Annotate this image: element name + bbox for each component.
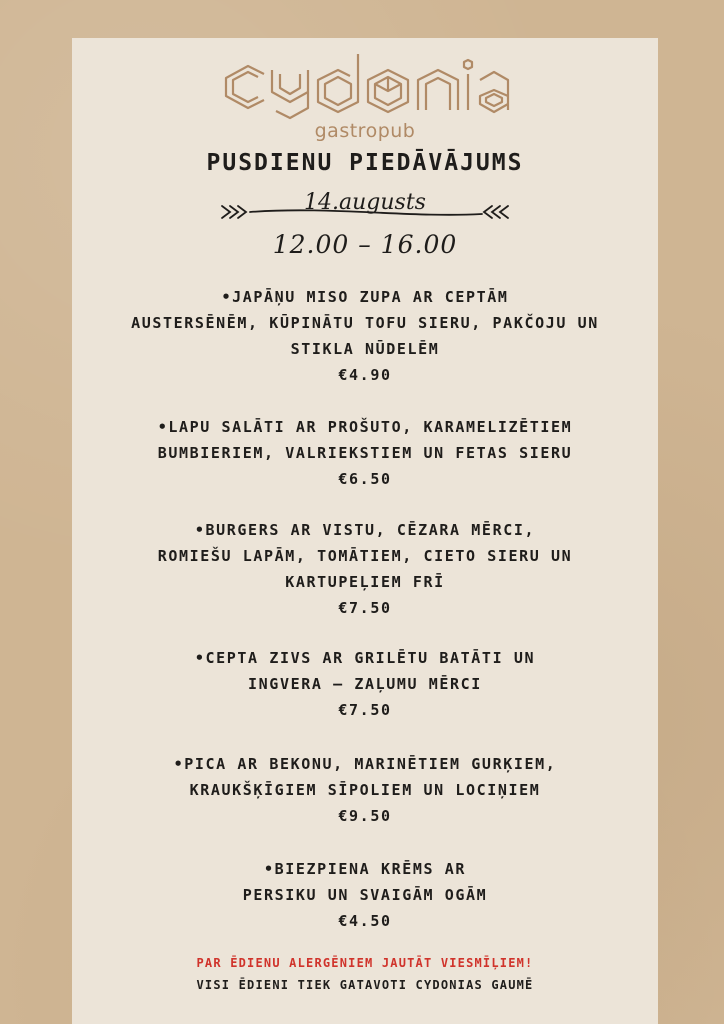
menu-item [72, 284, 658, 388]
menu-item-line: •PICA AR BEKONU, MARINĒTIEM GURĶIEM, [173, 755, 557, 773]
menu-item-line: PERSIKU UN SVAIGĀM OGĀM [242, 886, 488, 904]
menu-item-line: •BURGERS AR VISTU, CĒZARA MĒRCI, [194, 521, 536, 539]
menu-item-line: BUMBIERIEM, VALRIEKSTIEM UN FETAS SIERU [157, 444, 573, 462]
menu-item [72, 645, 658, 723]
page-title: PUSDIENU PIEDĀVĀJUMS [206, 150, 524, 176]
menu-item-price: €4.90 [338, 366, 392, 384]
menu-card [72, 38, 658, 1024]
menu-item-price: €4.50 [338, 912, 392, 930]
menu-item [72, 414, 658, 492]
logo [72, 46, 658, 146]
menu-item-line: •BIEZPIENA KRĒMS AR [264, 860, 466, 878]
menu-item-line: •JAPĀŅU MISO ZUPA AR CEPTĀM [221, 288, 509, 306]
menu-item-line: KARTUPEĻIEM FRĪ [285, 573, 445, 591]
menu-item-line: INGVERA – ZAĻUMU MĒRCI [248, 675, 482, 693]
menu-item-price: €7.50 [338, 701, 392, 719]
menu-item-line: AUSTERSĒNĒM, KŪPINĀTU TOFU SIERU, PAKČOJU UN [131, 314, 599, 332]
serving-hours: 12.00 – 16.00 [272, 230, 458, 259]
menu-date: 14.augusts [304, 190, 426, 215]
logo-subtitle: gastropub [314, 120, 416, 142]
cydonia-logo-mark [218, 46, 512, 124]
menu-item-line: ROMIEŠU LAPĀM, TOMĀTIEM, CIETO SIERU UN [157, 547, 573, 565]
menu-item [72, 856, 658, 934]
menu-item-line: STIKLA NŪDELĒM [290, 340, 440, 358]
menu-item-price: €6.50 [338, 470, 392, 488]
menu-item [72, 751, 658, 829]
menu-item-line: •LAPU SALĀTI AR PROŠUTO, KARAMELIZĒTIEM [157, 418, 573, 436]
allergen-notice: PAR ĒDIENU ALERGĒNIEM JAUTĀT VIESMĪĻIEM! [196, 956, 534, 970]
menu-item-price: €9.50 [338, 807, 392, 825]
kitchen-note: VISI ĒDIENI TIEK GATAVOTI CYDONIAS GAUMĒ [196, 978, 534, 992]
menu-item [72, 517, 658, 621]
menu-item-line: •CEPTA ZIVS AR GRILĒTU BATĀTI UN [194, 649, 536, 667]
menu-list [72, 284, 658, 934]
menu-item-price: €7.50 [338, 599, 392, 617]
menu-item-line: KRAUKŠĶĪGIEM SĪPOLIEM UN LOCIŅIEM [189, 781, 541, 799]
